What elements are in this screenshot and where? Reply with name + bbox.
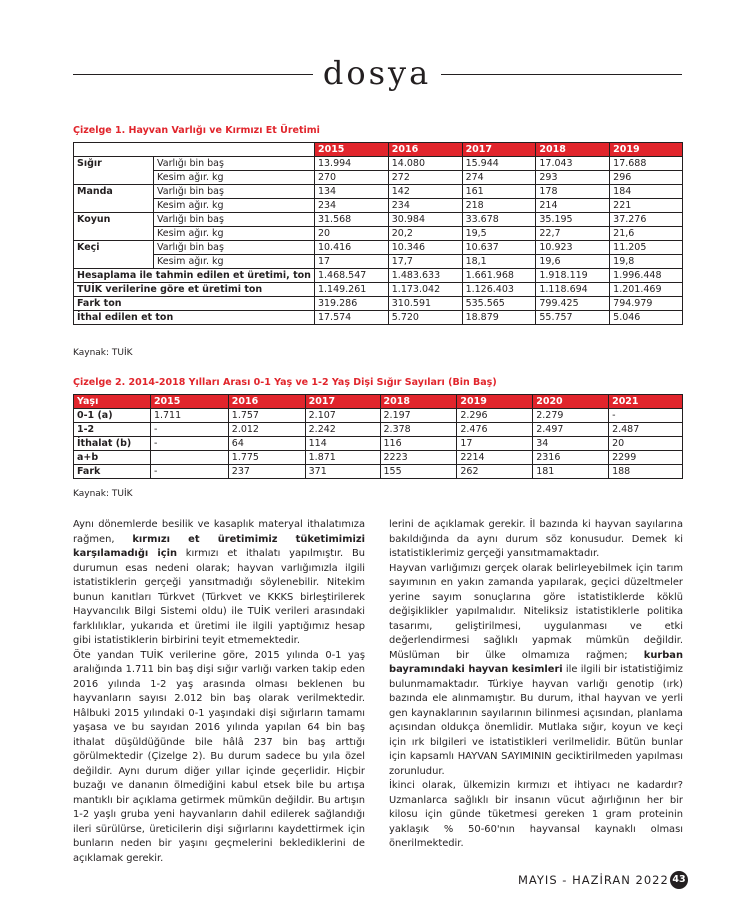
table1-year-header: 2018 <box>536 143 610 157</box>
table-cell: 2214 <box>457 451 533 465</box>
table2-source: Kaynak: TUİK <box>73 489 133 499</box>
table-row <box>74 171 683 185</box>
paragraph <box>73 518 365 649</box>
table-row <box>74 283 683 297</box>
animal-name: Koyun <box>74 213 154 241</box>
table-cell: 33.678 <box>462 213 536 227</box>
table-row <box>74 241 683 255</box>
table-cell: 13.994 <box>314 157 388 171</box>
table1-year-header: 2019 <box>610 143 683 157</box>
table-cell: 2.296 <box>457 409 533 423</box>
table-cell: 17.574 <box>314 311 388 325</box>
table-row <box>74 185 683 199</box>
total-label: Fark ton <box>74 297 315 311</box>
table-cell: 1.661.968 <box>462 269 536 283</box>
table-cell: 221 <box>610 199 683 213</box>
total-label: TUİK verilerine göre et üretimi ton <box>74 283 315 297</box>
table-cell: 1.996.448 <box>610 269 683 283</box>
table-cell: 535.565 <box>462 297 536 311</box>
table-cell: 1.757 <box>228 409 305 423</box>
table-cell: 19,8 <box>610 255 683 269</box>
table-cell: 31.568 <box>314 213 388 227</box>
text-run: kırmızı et ithalatı yapılmıştır. Bu durumun esas nedeni olarak; hayvan varlığımızla ilgili istatistiklerin gerçeği yansıtmadığı söylenebilir. Nitekim bunun kanıtları Türkvet (Türkvet ve KKKS birleştirilerek Hayvancılık Bilgi Sistemi oldu) ile TUİK verileri arasındaki farklılıklar, yukarıda et üretimi ile ilgili yaptığımız hesap gibi istatistiklerin birbirini teyit etmemektedir. <box>73 548 365 646</box>
table-cell: 2.107 <box>305 409 380 423</box>
table-cell: 2.242 <box>305 423 380 437</box>
table-cell: 1.918.119 <box>536 269 610 283</box>
table-cell: - <box>150 465 228 479</box>
table-cell: 2.197 <box>380 409 457 423</box>
table1-source: Kaynak: TUİK <box>73 348 133 358</box>
table-cell: 178 <box>536 185 610 199</box>
table-cell: 1.468.547 <box>314 269 388 283</box>
row-label: 1-2 <box>74 423 151 437</box>
table2-header-cell: 2016 <box>228 395 305 409</box>
table-cell: 142 <box>388 185 462 199</box>
table-cell: 2316 <box>533 451 609 465</box>
table-cell: 55.757 <box>536 311 610 325</box>
table-cell: 2.497 <box>533 423 609 437</box>
table-cell: 20 <box>609 437 683 451</box>
table-cell: 17.688 <box>610 157 683 171</box>
table-cell: 2223 <box>380 451 457 465</box>
paragraph: lerini de açıklamak gerekir. İl bazında ki hayvan sayılarına bakıldığında da aynı durum söz konusudur. Demek ki istatistiklerimiz gerçeği yansıtmamaktadır. <box>389 519 683 559</box>
table-cell: 18.879 <box>462 311 536 325</box>
table-cell: 1.711 <box>150 409 228 423</box>
table-cell: 262 <box>457 465 533 479</box>
table-cell: 161 <box>462 185 536 199</box>
table-cell: 35.195 <box>536 213 610 227</box>
table-cell: 234 <box>388 199 462 213</box>
text-run: Aynı dönemlerde besilik ve kasaplık materyal ithalatımıza rağmen, <box>73 519 365 545</box>
table1-caption: Çizelge 1. Hayvan Varlığı ve Kırmızı Et Üretimi <box>73 125 320 136</box>
table-cell: 1.126.403 <box>462 283 536 297</box>
table-row <box>74 213 683 227</box>
table1-header-blank <box>74 143 315 157</box>
table-cell: 10.923 <box>536 241 610 255</box>
table2-header-cell: 2020 <box>533 395 609 409</box>
table-cell: 2.476 <box>457 423 533 437</box>
row-label: Kesim ağır. kg <box>153 227 314 241</box>
table-cell: 17 <box>314 255 388 269</box>
table-cell: 20,2 <box>388 227 462 241</box>
table-cell: - <box>150 437 228 451</box>
table-cell: 34 <box>533 437 609 451</box>
issue-label: MAYIS - HAZİRAN 2022 <box>518 873 669 887</box>
table-cell: 218 <box>462 199 536 213</box>
table-cell: 64 <box>228 437 305 451</box>
emphasis-text: kurban bayramındaki hayvan kesimleri <box>389 649 683 675</box>
animal-name: Sığır <box>74 157 154 185</box>
table2 <box>73 394 683 479</box>
table-cell: 18,1 <box>462 255 536 269</box>
text-run: Hayvan varlığımızı gerçek olarak belirleyebilmek için tarım sayımının en yakın zamanda yapılarak, geçici düzeltmeler yerine sayım sonuçlarına göre istatistiklerde köklü değişiklikler yapılmalıdır. Niteliksiz istatistiklerle politika tasarımı, geliştirilmesi, uygulanması ve etki değerlendirmesi sağlıklı yapmak mümkün değildir. Müslüman bir ülke olmamıza rağmen; <box>389 562 683 661</box>
table-cell: 214 <box>536 199 610 213</box>
table-cell: 134 <box>314 185 388 199</box>
table-cell: 184 <box>610 185 683 199</box>
table-cell: 371 <box>305 465 380 479</box>
table-cell: 11.205 <box>610 241 683 255</box>
table-cell: 272 <box>388 171 462 185</box>
table-row <box>74 297 683 311</box>
table2-header-cell: 2018 <box>380 395 457 409</box>
table-cell: 2.487 <box>609 423 683 437</box>
table-cell: 15.944 <box>462 157 536 171</box>
table-cell: 1.149.261 <box>314 283 388 297</box>
table-row <box>74 269 683 283</box>
table-cell: 181 <box>533 465 609 479</box>
total-label: İthal edilen et ton <box>74 311 315 325</box>
table-cell: 237 <box>228 465 305 479</box>
row-label: Varlığı bin baş <box>153 213 314 227</box>
body-column-left <box>73 518 365 866</box>
table1-year-header: 2017 <box>462 143 536 157</box>
table2-header-cell: Yaşı <box>74 395 151 409</box>
row-label: Varlığı bin baş <box>153 157 314 171</box>
table-cell: 37.276 <box>610 213 683 227</box>
table-cell: 114 <box>305 437 380 451</box>
table-cell: 21,6 <box>610 227 683 241</box>
row-label: Kesim ağır. kg <box>153 199 314 213</box>
table-row <box>74 157 683 171</box>
table-cell: 234 <box>314 199 388 213</box>
table-cell: 19,6 <box>536 255 610 269</box>
table-cell: 30.984 <box>388 213 462 227</box>
table-cell: 5.046 <box>610 311 683 325</box>
table-cell: 1.201.469 <box>610 283 683 297</box>
section-title: dosya <box>322 54 432 92</box>
table-cell: 10.637 <box>462 241 536 255</box>
page-number: 43 <box>670 871 688 889</box>
table-row <box>74 437 683 451</box>
table-row <box>74 409 683 423</box>
table-row <box>74 423 683 437</box>
table-cell: 155 <box>380 465 457 479</box>
animal-name: Keçi <box>74 241 154 269</box>
table-cell: 270 <box>314 171 388 185</box>
animal-name: Manda <box>74 185 154 213</box>
table-cell: 1.483.633 <box>388 269 462 283</box>
table-cell: 116 <box>380 437 457 451</box>
total-label: Hesaplama ile tahmin edilen et üretimi, ton <box>74 269 315 283</box>
paragraph: İkinci olarak, ülkemizin kırmızı et ihtiyacı ne kadardır? Uzmanlarca sağlıklı bir insanın vücut ağırlığının her bir kilosu için günde tüketmesi gereken 1 gram proteinin yaklaşık % 50-60'nın hayvansal kaynaklı olması önerilmektedir. <box>389 780 683 849</box>
row-label: Fark <box>74 465 151 479</box>
table-cell: 2.378 <box>380 423 457 437</box>
paragraph: Öte yandan TUİK verilerine göre, 2015 yılında 0-1 yaş aralığında 1.711 bin baş dişi sığır varlığı varken takip eden 2016 yılında 1-2 yaş arasında olması beklenen bu hayvanların sayısı 2.012 bin baş olarak verilmektedir. Hâlbuki 2015 yılındaki 0-1 yaşındaki dişi sığırların tamamı yaşasa ve bu sayıdan 2016 yılında yapılan 64 bin baş ithalat düşüldüğünde bile hâlâ 237 bin baş arttığı görülmektedir (Çizelge 2). Bu durum sadece bu yıla özel değildir. Aynı durum diğer yıllar içinde geçerlidir. Hiçbir buzağı ve dananın ölmediğini kabul etsek bile bu artışa mantıklı bir açıklama getirmek mümkün değildir. Bu artışın 1-2 yaşlı gruba yeni hayvanların dahil edilerek sağlandığı ileri sürülürse, üreticilerin dişi sığırlarını kaydettirmek için bunların neden bir yaşını geçmelerini beklediklerini de açıklamak gerekir. <box>73 649 365 864</box>
row-label: Varlığı bin baş <box>153 241 314 255</box>
table-cell: 17.043 <box>536 157 610 171</box>
row-label: Kesim ağır. kg <box>153 255 314 269</box>
table2-header-cell: 2015 <box>150 395 228 409</box>
table-cell <box>150 451 228 465</box>
table-cell: 274 <box>462 171 536 185</box>
table2-caption: Çizelge 2. 2014-2018 Yılları Arası 0-1 Yaş ve 1-2 Yaş Dişi Sığır Sayıları (Bin Baş) <box>73 377 497 388</box>
body-column-right <box>389 518 683 852</box>
table-row <box>74 465 683 479</box>
table-cell: 17 <box>457 437 533 451</box>
row-label: Kesim ağır. kg <box>153 171 314 185</box>
table-cell: 20 <box>314 227 388 241</box>
table2-header-cell: 2017 <box>305 395 380 409</box>
masthead-rule-left <box>73 74 313 75</box>
table-cell: 10.416 <box>314 241 388 255</box>
table-cell: - <box>150 423 228 437</box>
table-cell: 19,5 <box>462 227 536 241</box>
paragraph <box>389 562 683 780</box>
page-footer <box>518 873 686 887</box>
table-cell: 22,7 <box>536 227 610 241</box>
table-cell: 1.871 <box>305 451 380 465</box>
table-cell: 17,7 <box>388 255 462 269</box>
table-cell: 1.173.042 <box>388 283 462 297</box>
table1-year-header: 2015 <box>314 143 388 157</box>
table1-year-header: 2016 <box>388 143 462 157</box>
table-cell: 5.720 <box>388 311 462 325</box>
emphasis-text: kırmızı et üretimimiz tüketimimizi karşılamadığı için <box>73 533 365 559</box>
row-label: Varlığı bin baş <box>153 185 314 199</box>
table-row <box>74 311 683 325</box>
table-cell: 14.080 <box>388 157 462 171</box>
table-row <box>74 227 683 241</box>
table-cell: 188 <box>609 465 683 479</box>
table-cell: 319.286 <box>314 297 388 311</box>
table1-header-row <box>74 143 683 157</box>
table-cell: 310.591 <box>388 297 462 311</box>
table-cell: 1.775 <box>228 451 305 465</box>
table-row <box>74 199 683 213</box>
row-label: İthalat (b) <box>74 437 151 451</box>
text-run: ile ilgili bir istatistiğimiz bulunmamaktadır. Türkiye hayvan varlığı genotip (ırk) bazında ele alınmamıştır. Bu durum, ithal hayvan ve yerli gen kaynaklarının sayılarının bilinmesi açısından, planlama açısından oldukça önemlidir. Mutlaka sığır, koyun ve keçi için ırk bilgileri ve istatistikleri verilmelidir. Bütün bunlar için kapsamlı HAYVAN SAYIMININ geciktirilmeden yapılması zorunludur. <box>389 664 683 777</box>
row-label: a+b <box>74 451 151 465</box>
table-cell: 794.979 <box>610 297 683 311</box>
row-label: 0-1 (a) <box>74 409 151 423</box>
table2-header-row <box>74 395 683 409</box>
table1 <box>73 142 683 325</box>
table-cell: 2299 <box>609 451 683 465</box>
table-row <box>74 255 683 269</box>
table-cell: 2.279 <box>533 409 609 423</box>
table-cell: 10.346 <box>388 241 462 255</box>
table-cell: 1.118.694 <box>536 283 610 297</box>
table-cell: 799.425 <box>536 297 610 311</box>
table-cell: 293 <box>536 171 610 185</box>
table-cell: 2.012 <box>228 423 305 437</box>
table-row <box>74 451 683 465</box>
table2-header-cell: 2021 <box>609 395 683 409</box>
table-cell: - <box>609 409 683 423</box>
masthead-rule-right <box>441 74 682 75</box>
table-cell: 296 <box>610 171 683 185</box>
masthead <box>73 56 682 96</box>
table2-header-cell: 2019 <box>457 395 533 409</box>
